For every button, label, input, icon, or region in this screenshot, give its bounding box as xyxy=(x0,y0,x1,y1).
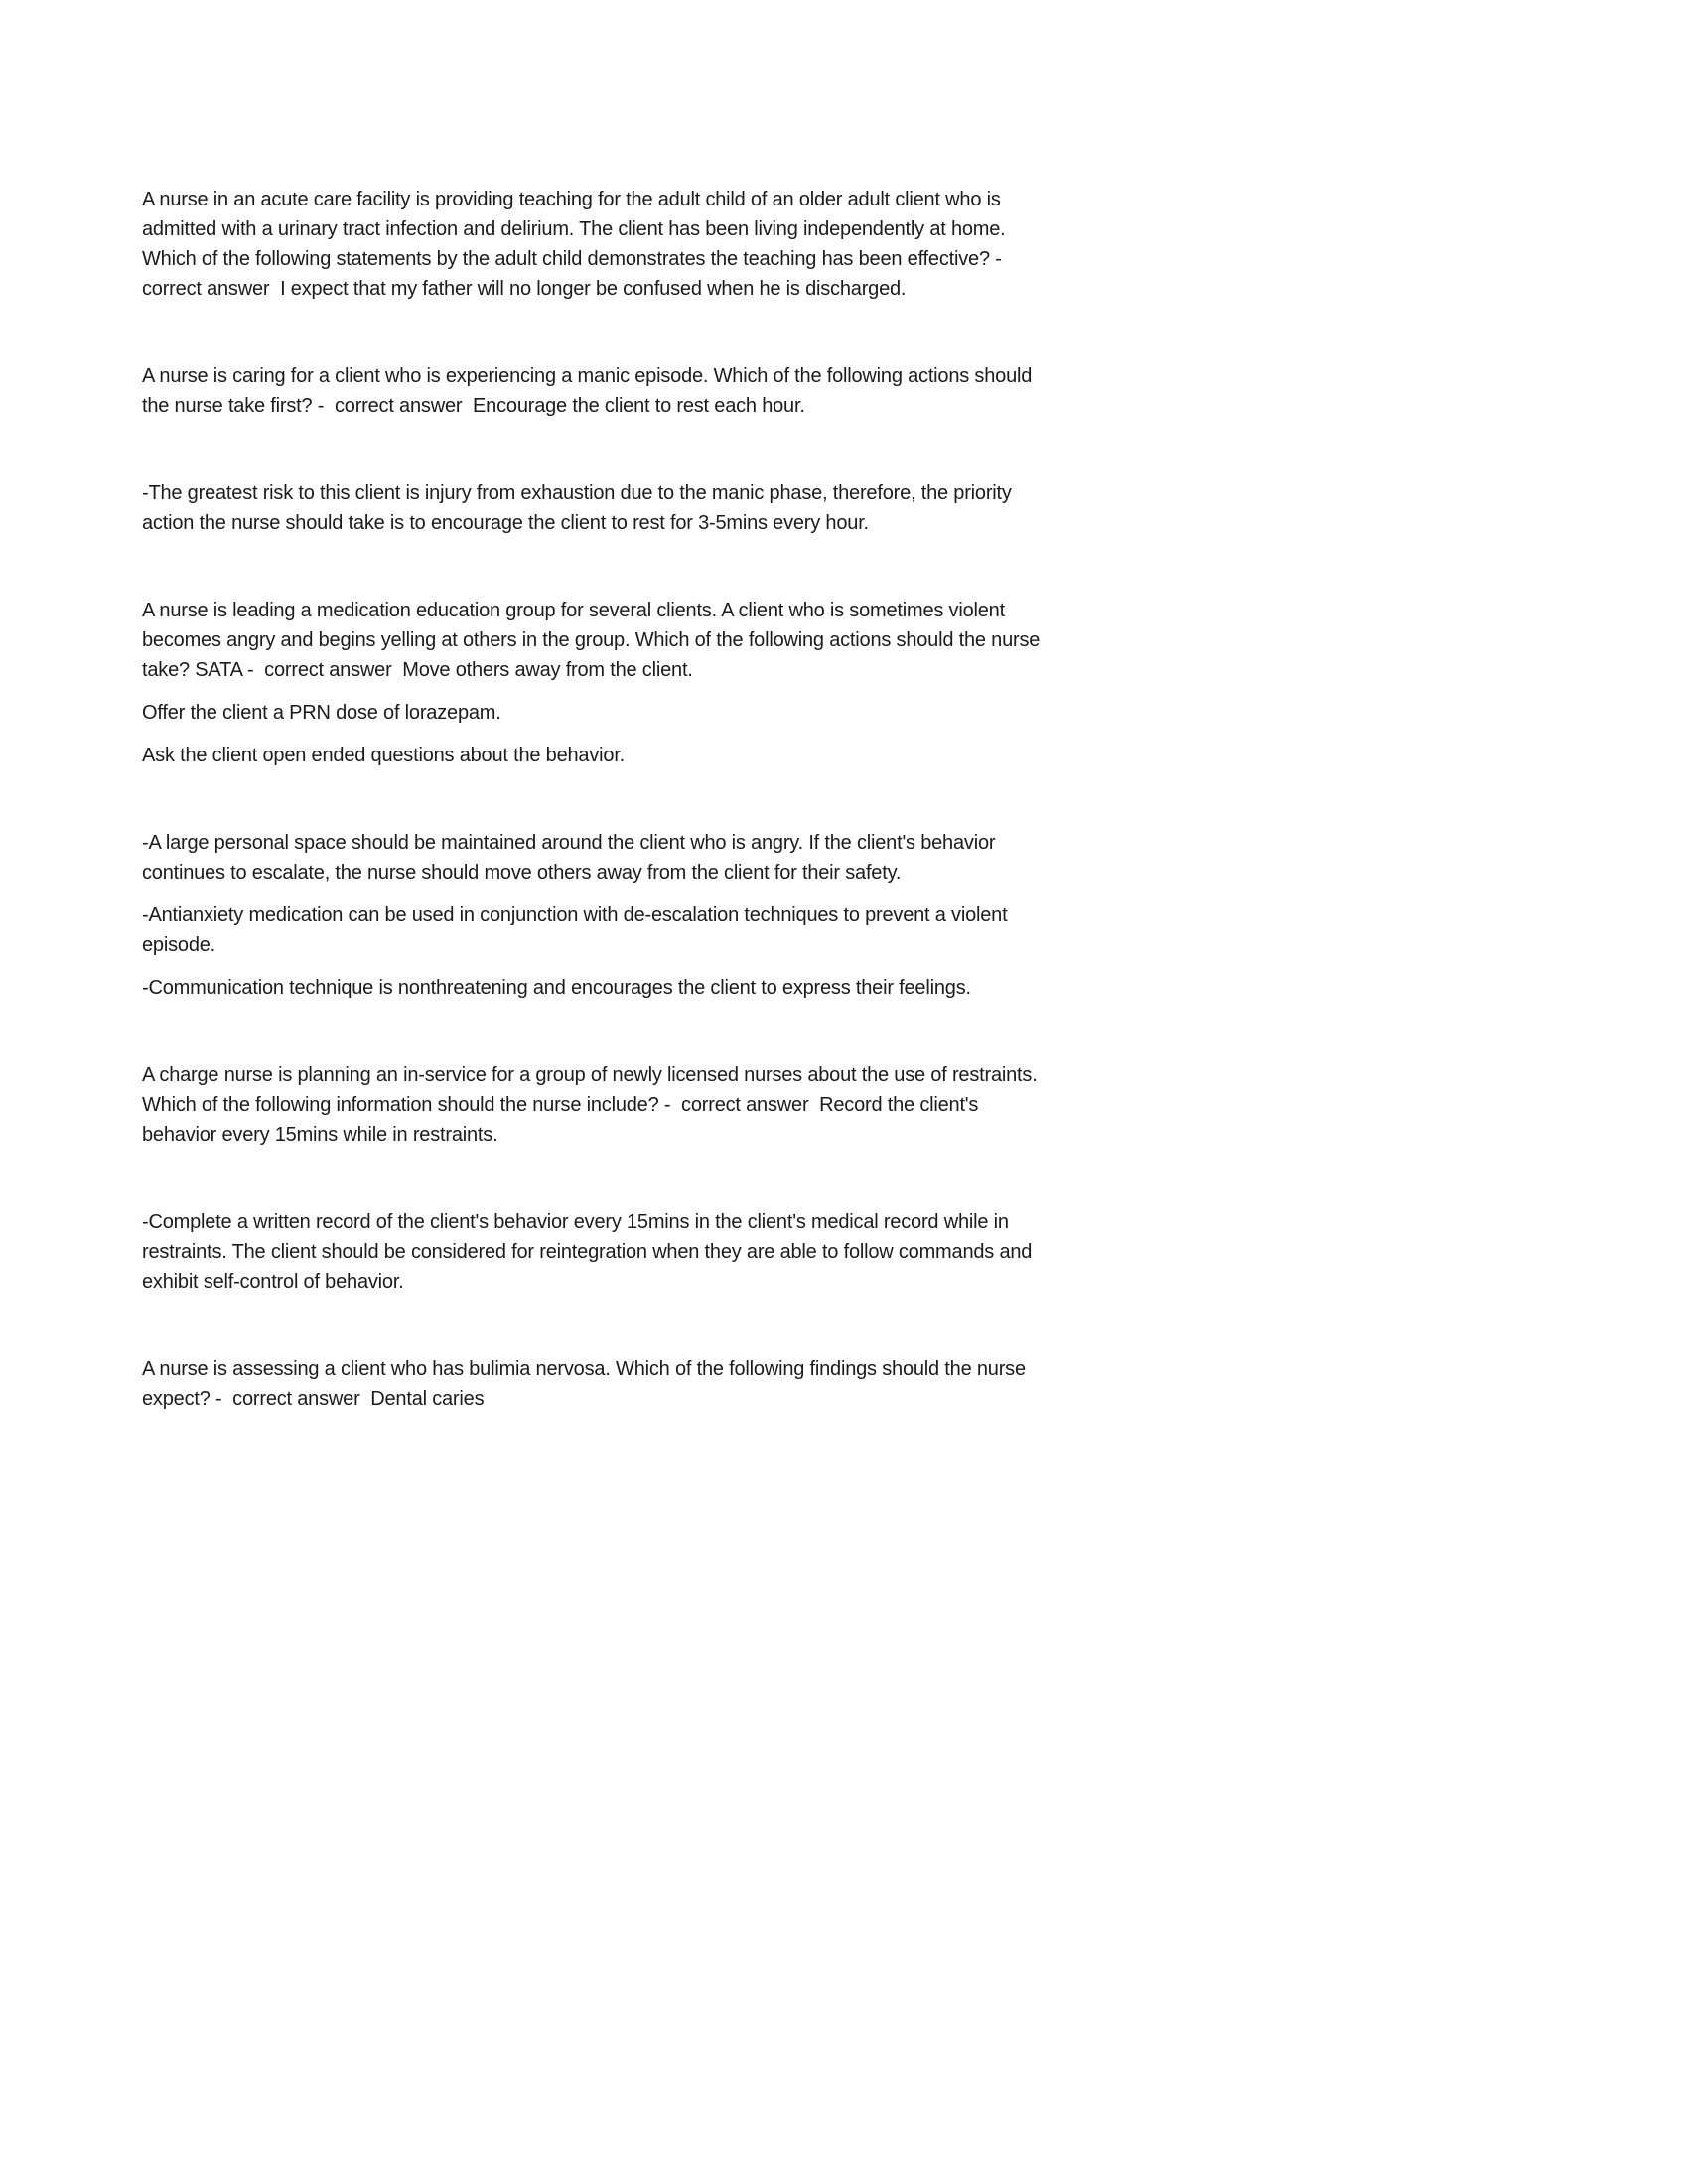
rationale-paragraph-antianxiety: -Antianxiety medication can be used in conjunction with de-escalation techniques to prevent a violent episode. xyxy=(142,904,1013,956)
answer-option-lorazepam: Offer the client a PRN dose of lorazepam. xyxy=(142,702,501,724)
document-page xyxy=(142,185,1057,1427)
rationale-paragraph-personal-space: -A large personal space should be maintained around the client who is angry. If the client's behavior continues to escalate, the nurse should move others away from the client for their safety. xyxy=(142,832,1001,884)
qa-paragraph-bulimia-nervosa: A nurse is assessing a client who has bulimia nervosa. Which of the following findings should the nurse expect? - correct answer Dental caries xyxy=(142,1358,1032,1410)
qa-paragraph-medication-group-sata: A nurse is leading a medication education group for several clients. A client who is sometimes violent becomes angry and begins yelling at others in the group. Which of the following actions should the nurse take? SATA - correct answer Move others away from the client. xyxy=(142,600,1046,681)
rationale-paragraph-manic-rest: -The greatest risk to this client is injury from exhaustion due to the manic phase, therefore, the priority action the nurse should take is to encourage the client to rest for 3-5mins every hour. xyxy=(142,482,1018,534)
qa-paragraph-manic-episode: A nurse is caring for a client who is experiencing a manic episode. Which of the following actions should the nurse take first? - correct answer Encourage the client to rest each hour. xyxy=(142,365,1038,417)
rationale-paragraph-communication: -Communication technique is nonthreatening and encourages the client to express their feelings. xyxy=(142,977,971,999)
answer-option-open-ended-questions: Ask the client open ended questions about the behavior. xyxy=(142,745,626,766)
rationale-paragraph-restraint-record: -Complete a written record of the client's behavior every 15mins in the client's medical record while in restraints. The client should be considered for reintegration when they are able to follow commands and exhibit self-control of behavior. xyxy=(142,1211,1038,1293)
qa-paragraph-uti-delirium-teaching: A nurse in an acute care facility is providing teaching for the adult child of an older adult client who is admitted with a urinary tract infection and delirium. The client has been living independently at home. Which of the following statements by the adult child demonstrates the teaching has been effective? - correct answer I expect that my father will no longer be confused when he is discharged. xyxy=(142,189,1013,300)
qa-paragraph-restraints-inservice: A charge nurse is planning an in-service for a group of newly licensed nurses about the use of restraints. Which of the following information should the nurse include? - correct answer Record the client's behavior every 15mins while in restraints. xyxy=(142,1064,1043,1146)
